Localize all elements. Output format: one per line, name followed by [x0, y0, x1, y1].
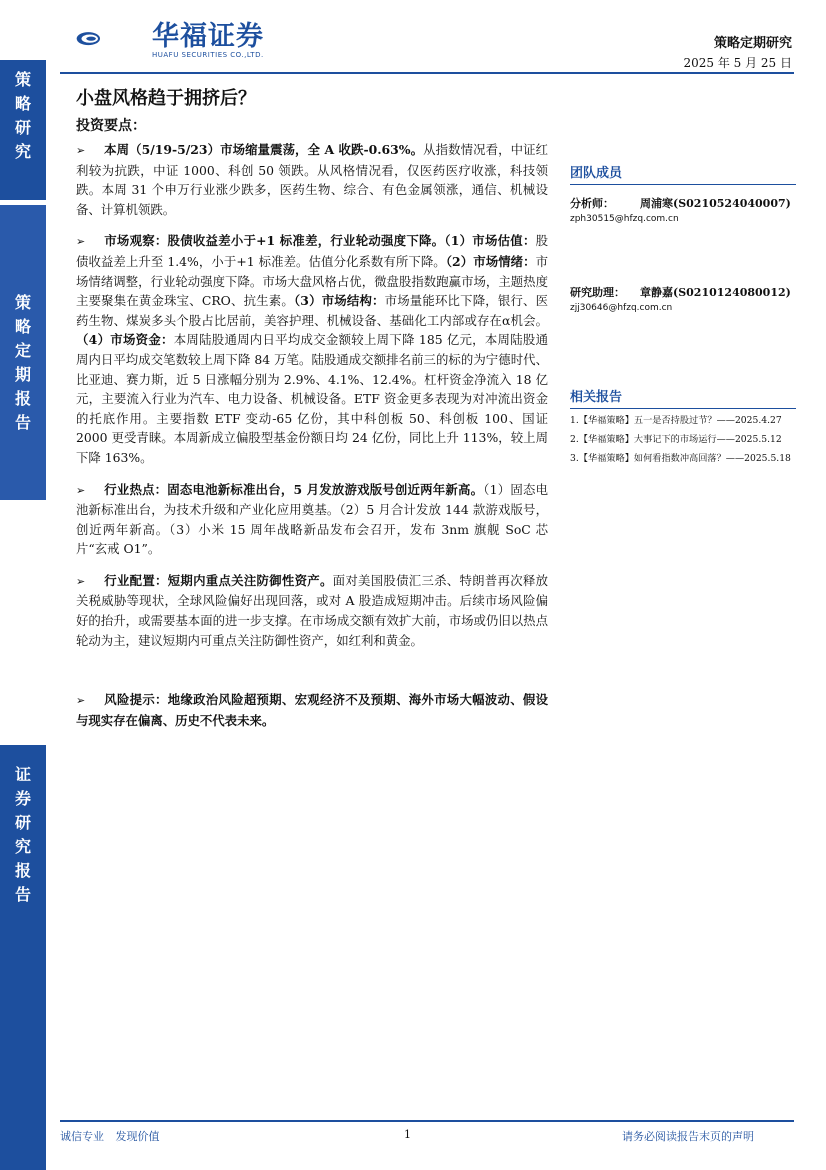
key-point-bold: 本周（5/19-5/23）市场缩量震荡，全 A 收跌-0.63%。: [104, 142, 424, 157]
sidebar-block-strategy-research: [0, 60, 46, 200]
key-point-bold: 行业配置：短期内重点关注防御性资产。: [104, 572, 333, 588]
analyst-name: 周浦寒(S0210524040007): [640, 197, 791, 210]
key-point-bold: （4）市场资金：: [76, 332, 174, 348]
arrow-bullet-icon: ➢: [76, 235, 86, 249]
risk-warning-text: 风险提示：地缘政治风险超预期、宏观经济不及预期、海外市场大幅波动、假设与现实存在偏离、历史不代表未来。: [76, 692, 548, 728]
footer-slogan: 诚信专业 发现价值: [60, 1130, 160, 1143]
key-point-text: 市场量能环比下降，银行、医药生物、煤炭多头个股占比居前，美容护理、机械设备、基础化工内部或存在α机会。: [76, 293, 549, 328]
key-point-bold: 行业热点：固态电池新标准出台，5 月发放游戏版号创近两年新高。: [104, 481, 484, 497]
sidebar-block-periodic-report: [0, 205, 46, 500]
sidebar-char: 证: [14, 765, 31, 784]
left-sidebar: [0, 0, 46, 1169]
sidebar-char: 报: [14, 389, 31, 408]
company-logo-icon: [76, 18, 148, 60]
related-report-link[interactable]: 1.【华福策略】五一是否持股过节？——2025.4.27: [570, 415, 782, 426]
analyst-email: zph30515@hfzq.com.cn: [570, 214, 679, 224]
logo-text-en: HUAFU SECURITIES CO.,LTD.: [152, 51, 264, 59]
analyst-row: [570, 195, 796, 211]
footer-disclaimer: 请务必阅读报告末页的声明: [622, 1130, 754, 1143]
header-divider: [60, 72, 794, 74]
sidebar-char: 报: [14, 861, 31, 880]
analyst-role: 分析师：: [570, 197, 614, 210]
risk-warning-paragraph: [76, 690, 548, 730]
sidebar-block-securities-report: [0, 745, 46, 1170]
key-point-paragraph: [76, 571, 548, 650]
assistant-email: zjj30646@hfzq.com.cn: [570, 303, 673, 313]
main-content: [76, 140, 548, 742]
team-heading: 团队成员: [570, 162, 796, 185]
key-point-text: （1）固态电池新标准出台，为技术升级和产业化应用奠基。（2）5 月合计发放 144 款游戏版号，创近两年新高。（3）小米 15 周年战略新品发布会召开，发布 3nm 旗舰 SoC 芯片“玄戒 O1”。: [76, 481, 548, 557]
sidebar-char: 期: [14, 365, 31, 384]
key-point-paragraph: [76, 480, 548, 559]
sidebar-char: 略: [14, 94, 31, 113]
key-point-paragraph: [76, 140, 548, 219]
sidebar-char: 研: [14, 813, 31, 832]
sidebar-char: 告: [14, 413, 31, 432]
sidebar-char: 策: [14, 293, 31, 312]
team-members-panel: [570, 162, 796, 313]
key-point-text: 面对美国股债汇三杀、特朗普再次释放关税威胁等现状，全球风险偏好出现回落，或对 A 股造成短期冲击。后续市场风险偏好的抬升，或需要基本面的进一步支撑。在市场成交额有效扩大前，市场或仍旧以热点轮动为主，建议短期内可重点关注防御性资产，如红利和黄金。: [76, 572, 549, 648]
key-point-text: 股债收益差上升至 1.4%，小于+1 标准差。估值分化系数有所下降。: [76, 233, 548, 269]
key-point-bold: 市场观察：股债收益差小于+1 标准差，行业轮动强度下降。（1）市场估值：: [104, 233, 536, 249]
sidebar-char: 究: [14, 142, 31, 161]
related-report-link[interactable]: 3.【华福策略】如何看指数冲高回落？——2025.5.18: [570, 453, 791, 464]
section-subtitle: 投资要点：: [76, 118, 146, 134]
related-reports-heading: 相关报告: [570, 386, 796, 409]
sidebar-char: 略: [14, 317, 31, 336]
key-point-text: 从指数情况看，中证红利较为抗跌，中证 1000、科创 50 领跌。从风格情况看，仅医药医疗收涨，科技领跌。本周 31 个申万行业涨少跌多，医药生物、综合、有色金属领涨，通信、机械设备、计算机领跌。: [76, 142, 548, 217]
arrow-bullet-icon: ➢: [76, 574, 86, 588]
assistant-name: 章静嘉(S0210124080012): [640, 286, 791, 299]
sidebar-char: 研: [14, 118, 31, 137]
key-point-paragraph: [76, 231, 548, 467]
arrow-bullet-icon: ➢: [76, 694, 86, 708]
key-point-text: 本周陆股通周内日平均成交金额较上周下降 185 亿元，本周陆股通周内日平均成交笔数较上周下降 84 万笔。陆股通成交额排名前三的标的为宁德时代、比亚迪、赛力斯，近 5 日涨幅分别为 2.9%、4.1%、12.4%。杠杆资金净流入 18 亿元，主要流入行业为汽车、电力设备、机械设备。ETF 资金更多表现为对冲流出资金的托底作用。主要指数 ETF 变动-65 亿份，其中科创板 50、科创板 100、国证 2000 更受青睐。本周新成立偏股型基金份额日均 24 亿份，同比上升 113%，较上周下降 163%。: [76, 332, 548, 465]
report-date: 2025 年 5 月 25 日: [683, 56, 792, 70]
related-report-link[interactable]: 2.【华福策略】大事记下的市场运行——2025.5.12: [570, 434, 782, 445]
sidebar-char: 告: [14, 885, 31, 904]
key-point-bold: （3）市场结构：: [293, 293, 385, 309]
key-point-bold: （2）市场情绪：: [445, 253, 536, 269]
page-number: 1: [404, 1128, 411, 1141]
page-title: 小盘风格趋于拥挤后？: [76, 88, 256, 109]
sidebar-char: 策: [14, 70, 31, 89]
logo-text-cn: 华福证券: [152, 21, 264, 52]
sidebar-char: 定: [14, 341, 31, 360]
arrow-bullet-icon: ➢: [76, 144, 86, 157]
footer-divider: [60, 1120, 794, 1122]
assistant-role: 研究助理：: [570, 286, 625, 299]
key-point-text: 市场情绪调整，行业轮动强度下降。市场大盘风格占优，微盘股指数跑赢市场，主题热度主要聚集在黄金珠宝、CRO、抗生素。: [76, 253, 549, 309]
sidebar-char: 券: [14, 789, 31, 808]
assistant-row: [570, 284, 796, 300]
report-type: 策略定期研究: [713, 36, 792, 51]
related-reports-panel: [570, 386, 796, 466]
arrow-bullet-icon: ➢: [76, 483, 86, 497]
sidebar-char: 究: [14, 837, 31, 856]
